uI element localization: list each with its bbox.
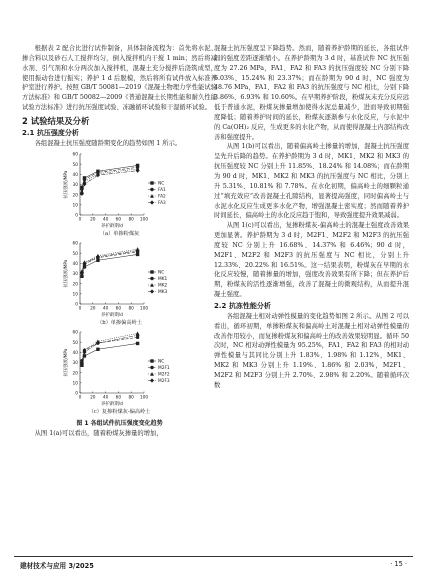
x-tick-label: 80: [127, 395, 134, 401]
legend-marker: [150, 366, 153, 369]
x-tick-label: 0: [78, 217, 81, 223]
x-tick-label: 80: [127, 306, 134, 312]
legend-marker: [150, 200, 154, 204]
y-tick-label: 20: [72, 193, 78, 199]
series-line: [81, 254, 137, 276]
x-tick-label: 60: [115, 306, 121, 312]
data-point: [135, 341, 138, 344]
x-tick-label: 40: [102, 395, 108, 401]
x-tick-label: 40: [102, 217, 108, 223]
legend-marker: [150, 378, 154, 382]
figure-lead-paragraph: 各组混凝土抗压强度随龄期变化的趋势如图 1 所示。: [34, 139, 182, 147]
legend-label: NC: [157, 181, 164, 187]
x-tick-label: 20: [89, 395, 96, 401]
y-tick-label: 10: [72, 381, 78, 387]
x-axis-label: 养护龄期/d: [100, 401, 123, 407]
x-tick-label: 40: [102, 306, 108, 312]
subsection-heading-frost: 2.2 抗冻性能分析: [214, 301, 271, 310]
y-tick-label: 0: [74, 213, 78, 219]
y-tick-label: 60: [72, 152, 78, 158]
series-line: [81, 249, 137, 271]
x-tick-label: 100: [139, 217, 148, 223]
panel-c-caption: （c）复掺粉煤灰-偏高岭土: [88, 408, 151, 415]
x-tick-label: 80: [127, 217, 134, 223]
legend-label: MK2: [157, 283, 167, 289]
page-number: · 15 ·: [390, 560, 407, 568]
legend-marker: [150, 289, 154, 293]
y-tick-label: 0: [74, 391, 78, 397]
y-axis-label: 抗压强度/MPa: [63, 170, 69, 199]
legend-marker: [150, 181, 153, 184]
figure-1: [22, 149, 217, 429]
y-tick-label: 40: [72, 172, 78, 178]
y-tick-label: 10: [72, 292, 78, 298]
x-tick-label: 20: [89, 306, 96, 312]
legend-label: NC: [157, 270, 164, 276]
series-line: [81, 167, 137, 189]
body-paragraph-m2f: 从图 1(c)可以看出，复掺粉煤灰-偏高岭土的混凝土强度改善效果更加显著。养护龄期为 3 d 时，M2F1、M2F2 和 M2F3 的抗压强度较 NC 分别上升 16.68%、14.37% 和 6.46%；90 d 时，M2F1、M2F2 和 M2F3 的抗压强度与 NC 相比，分别上升 12.33%、20.22% 和 16.51%。这一结果表明，粉煤灰在早期的水化反应较慢，随着掺量的增加，强度改善效果有所下降；但在养护后期，粉煤灰的活性逐渐增强，改善了混凝土的微观结构，从而提升混凝土强度。: [214, 222, 409, 299]
body-paragraph-mk: 从图 1(b)可以看出，随着偏高岭土掺量的增加，混凝土抗压强度呈先升后降的趋势。在养护龄期为 3 d 时，MK1、MK2 和 MK3 的抗压强度较 NC 分别上升 11.85%、18.24% 和 14.08%；而在龄期为 90 d 时，MK1、MK2 和 MK3 的抗压强度与 NC 相比，分别上升 5.31%、10.81% 和 7.78%。在水化初期，偏高岭土的细颗粒通过“填充效应”改善混凝土孔隙结构，显著提高强度，同时偏高岭土与水泥水化反应生成更多水化产物，增强混凝土密实度；然而随着养护时间延长，偏高岭土的水化反应趋于饱和，导致强度提升效果减弱。: [214, 143, 409, 220]
legend-label: MK3: [157, 289, 167, 295]
data-point: [96, 347, 99, 350]
legend-label: FA1: [157, 187, 166, 193]
series-line: [81, 335, 137, 363]
y-tick-label: 0: [74, 302, 78, 308]
figure-caption: 图 1 各组试件抗压强度变化趋势: [76, 419, 163, 427]
x-tick-label: 0: [78, 306, 81, 312]
y-tick-label: 40: [72, 261, 78, 267]
y-tick-label: 40: [72, 350, 78, 356]
series-line: [81, 252, 137, 273]
chart-panel-b: [60, 238, 180, 320]
series-line: [81, 343, 137, 365]
y-tick-label: 50: [72, 162, 78, 168]
y-tick-label: 20: [72, 282, 78, 288]
panel-b-caption: （b）单掺偏高岭土: [97, 319, 142, 326]
legend-marker: [150, 359, 153, 362]
left-column: [22, 44, 217, 439]
chart-panel-c: [60, 327, 180, 409]
page-footer: [14, 556, 413, 571]
section-heading: 2 试验结果及分析: [22, 115, 90, 126]
legend-label: MK1: [157, 276, 167, 282]
y-tick-label: 60: [72, 330, 78, 336]
body-paragraph-fa: 混凝土抗压强度呈下降趋势。然而，随着养护龄期的延长，各组试件间的强度差距逐渐缩小。在养护龄期为 3 d 时，基准试件 NC 抗压强度为 27.26 MPa，FA1、FA2 和 FA3 的抗压强度较 NC 分别下降 6.03%、15.24% 和 23.37%；而在龄期为 90 d 时，NC 强度为 48.76 MPa，FA1、FA2 和 FA3 的抗压强度与 NC 相比，分别下降 3.86%、6.93% 和 10.60%。在早期养护阶段，粉煤灰未充分反应远低于普通水泥，粉煤灰掺量增加使得水泥总量减少，进而导致初期强度降低；随着养护时间的延长，粉煤灰逐渐参与水化反应，与水泥中的 Ca(OH)₂ 反应，生成更多的水化产物，从而使得混凝土内部结构改善和强度提升。: [214, 45, 409, 141]
y-tick-label: 50: [72, 340, 78, 346]
legend-label: NC: [157, 359, 164, 365]
x-tick-label: 0: [78, 395, 81, 401]
right-column: [214, 44, 409, 391]
x-tick-label: 100: [139, 395, 148, 401]
data-point: [80, 274, 83, 277]
post-figure-paragraph: 从图 1(a)可以看出，随着粉煤灰掺量的增加，: [34, 429, 163, 437]
legend-label: FA2: [157, 194, 166, 200]
intro-paragraph: 根据表 2 配合比进行试件制备，具体制备流程为：首先将水泥、掺合料以及砂石人工搅拌均匀，倒入搅拌机内干搅 1 min；然后将减水剂、引气剂和水分两次加入搅拌机，混凝土充分搅拌后浇筑成型，使用振动台进行振实；养护 1 d 后脱模，然后将所有试件放入标准养护室进行养护。按照 GB/T 50081—2019《混凝土物理力学性能试验方法标准》和 GB/T 50082—2009《普通混凝土长期性能和耐久性能试验方法标准》进行抗压强度试验、冻融循环试验和干湿循环试验。: [22, 45, 217, 112]
legend-label: FA3: [157, 200, 166, 206]
y-tick-label: 50: [72, 251, 78, 257]
legend-label: M2F2: [157, 372, 170, 378]
legend-label: M2F1: [157, 365, 170, 371]
legend-marker: [150, 270, 153, 273]
legend-label: M2F3: [157, 378, 170, 384]
y-tick-label: 30: [72, 360, 78, 366]
x-axis-label: 养护龄期/d: [100, 312, 123, 318]
series-line: [81, 170, 137, 193]
y-tick-label: 60: [72, 241, 78, 247]
y-tick-label: 10: [72, 203, 78, 209]
y-axis-label: 抗压强度/MPa: [63, 259, 69, 288]
panel-a-caption: （a）单掺粉煤灰: [99, 230, 140, 237]
data-point: [95, 341, 99, 345]
subsection-heading-compressive: 2.1 抗压强度分析: [22, 128, 79, 137]
y-tick-label: 20: [72, 371, 78, 377]
x-tick-label: 100: [139, 306, 148, 312]
x-axis-label: 养护龄期/d: [100, 223, 123, 229]
y-tick-label: 30: [72, 182, 78, 188]
x-tick-label: 60: [115, 395, 121, 401]
chart-panel-a: [60, 149, 180, 231]
journal-name: 建材技术与应用 3/2025: [20, 562, 94, 570]
x-tick-label: 60: [115, 217, 121, 223]
legend-marker: [150, 188, 153, 191]
body-paragraph-frost: 各组混凝土相对动弹性模量的变化趋势如图 2 所示。从图 2 可以看出，循环初期，单掺粉煤灰和偏高岭土对混凝土相对动弹性模量的改善作用较小，而复掺粉煤灰和偏高岭土的改善效果较明显。循环 50 次时，NC 相对动弹性模量为 95.25%，FA1、FA2 和 FA3 的相对动弹性模量与其同比分别上升 1.83%、1.98% 和 1.12%，MK1、MK2 和 MK3 分别上升 1.19%、1.86% 和 2.03%，M2F1、M2F2 和 M2F3 分别上升 2.70%、2.98% 和 2.20%。随着循环次数: [214, 312, 409, 389]
x-tick-label: 20: [89, 217, 96, 223]
y-tick-label: 30: [72, 271, 78, 277]
legend-marker: [150, 277, 153, 280]
y-axis-label: 抗压强度/MPa: [63, 348, 69, 377]
